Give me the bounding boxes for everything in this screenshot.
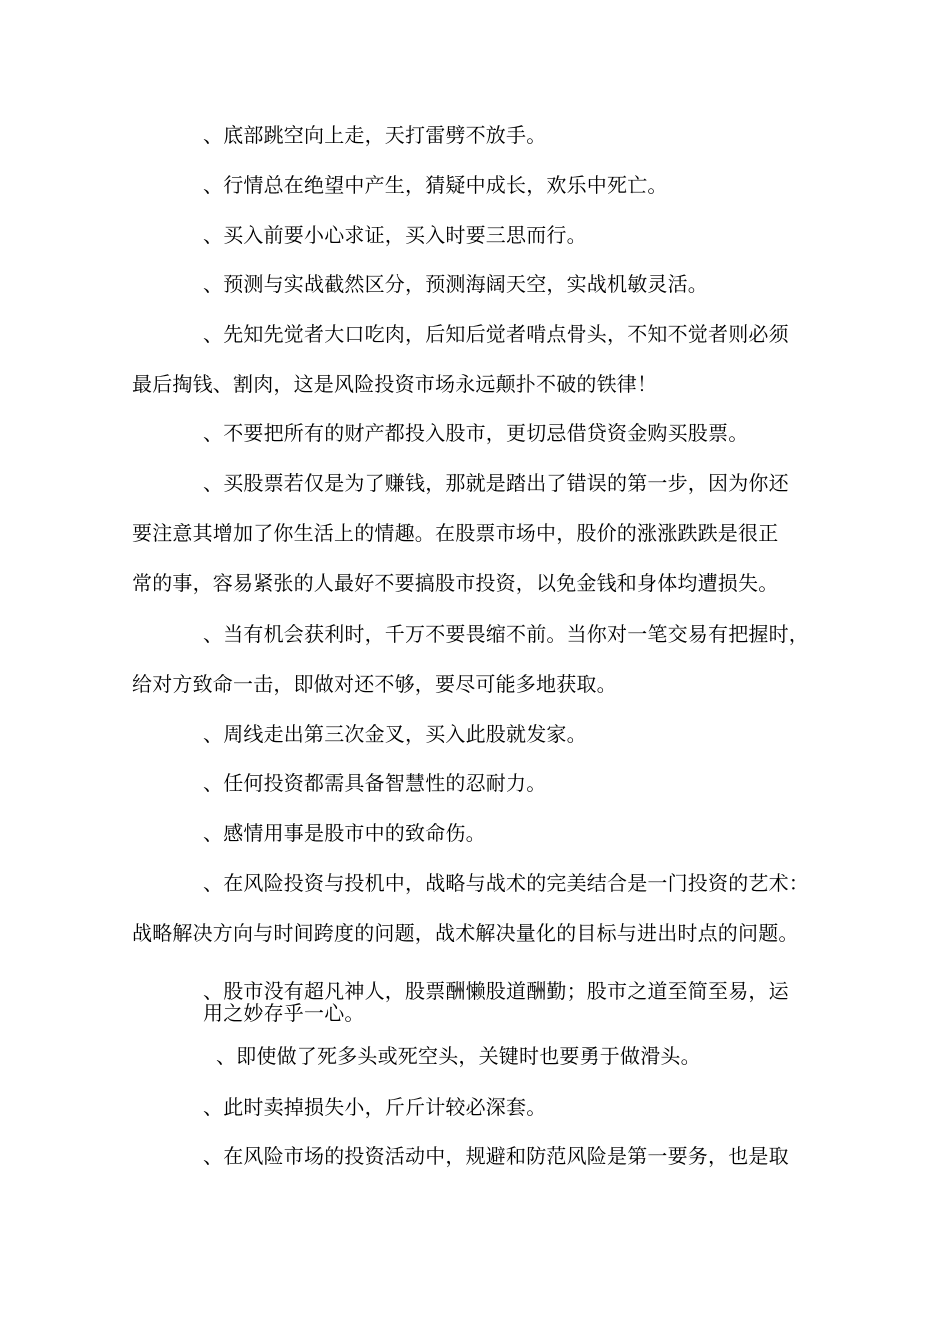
text-line: 、当有机会获利时，千万不要畏缩不前。当你对一笔交易有把握时，	[203, 622, 809, 646]
text-line: 、股市没有超凡神人，股票酬懒股道酬勤；股市之道至简至易，运	[203, 979, 789, 1003]
text-line: 、感情用事是股市中的致命伤。	[203, 821, 486, 845]
text-line: 、即使做了死多头或死空头，关键时也要勇于做滑头。	[216, 1044, 701, 1068]
text-line: 、买入前要小心求证，买入时要三思而行。	[203, 223, 587, 247]
text-line: 、在风险市场的投资活动中，规避和防范风险是第一要务，也是取	[203, 1144, 789, 1168]
text-line: 用之妙存乎一心。	[203, 1001, 365, 1025]
text-line: 常的事，容易紧张的人最好不要搞股市投资，以免金钱和身体均遭损失。	[132, 571, 779, 595]
text-line: 、行情总在绝望中产生，猜疑中成长，欢乐中死亡。	[203, 173, 668, 197]
text-line: 给对方致命一击，即做对还不够，要尽可能多地获取。	[132, 672, 617, 696]
text-line: 最后掏钱、割肉，这是风险投资市场永远颠扑不破的铁律！	[132, 372, 658, 396]
text-line: 、此时卖掉损失小，斤斤计较必深套。	[203, 1095, 547, 1119]
text-line: 战略解决方向与时间跨度的问题，战术解决量化的目标与进出时点的问题。	[132, 921, 799, 945]
text-line: 、任何投资都需具备智慧性的忍耐力。	[203, 771, 547, 795]
text-line: 、周线走出第三次金叉，买入此股就发家。	[203, 722, 587, 746]
text-line: 、买股票若仅是为了赚钱，那就是踏出了错误的第一步，因为你还	[203, 471, 789, 495]
text-line: 、先知先觉者大口吃肉，后知后觉者啃点骨头，不知不觉者则必须	[203, 322, 789, 346]
text-line: 要注意其增加了你生活上的情趣。在股票市场中，股价的涨涨跌跌是很正	[132, 521, 779, 545]
text-line: 、预测与实战截然区分，预测海阔天空，实战机敏灵活。	[203, 272, 708, 296]
text-line: 、在风险投资与投机中，战略与战术的完美结合是一门投资的艺术：	[203, 871, 809, 895]
text-line: 、不要把所有的财产都投入股市，更切忌借贷资金购买股票。	[203, 421, 749, 445]
text-line: 、底部跳空向上走，天打雷劈不放手。	[203, 123, 547, 147]
